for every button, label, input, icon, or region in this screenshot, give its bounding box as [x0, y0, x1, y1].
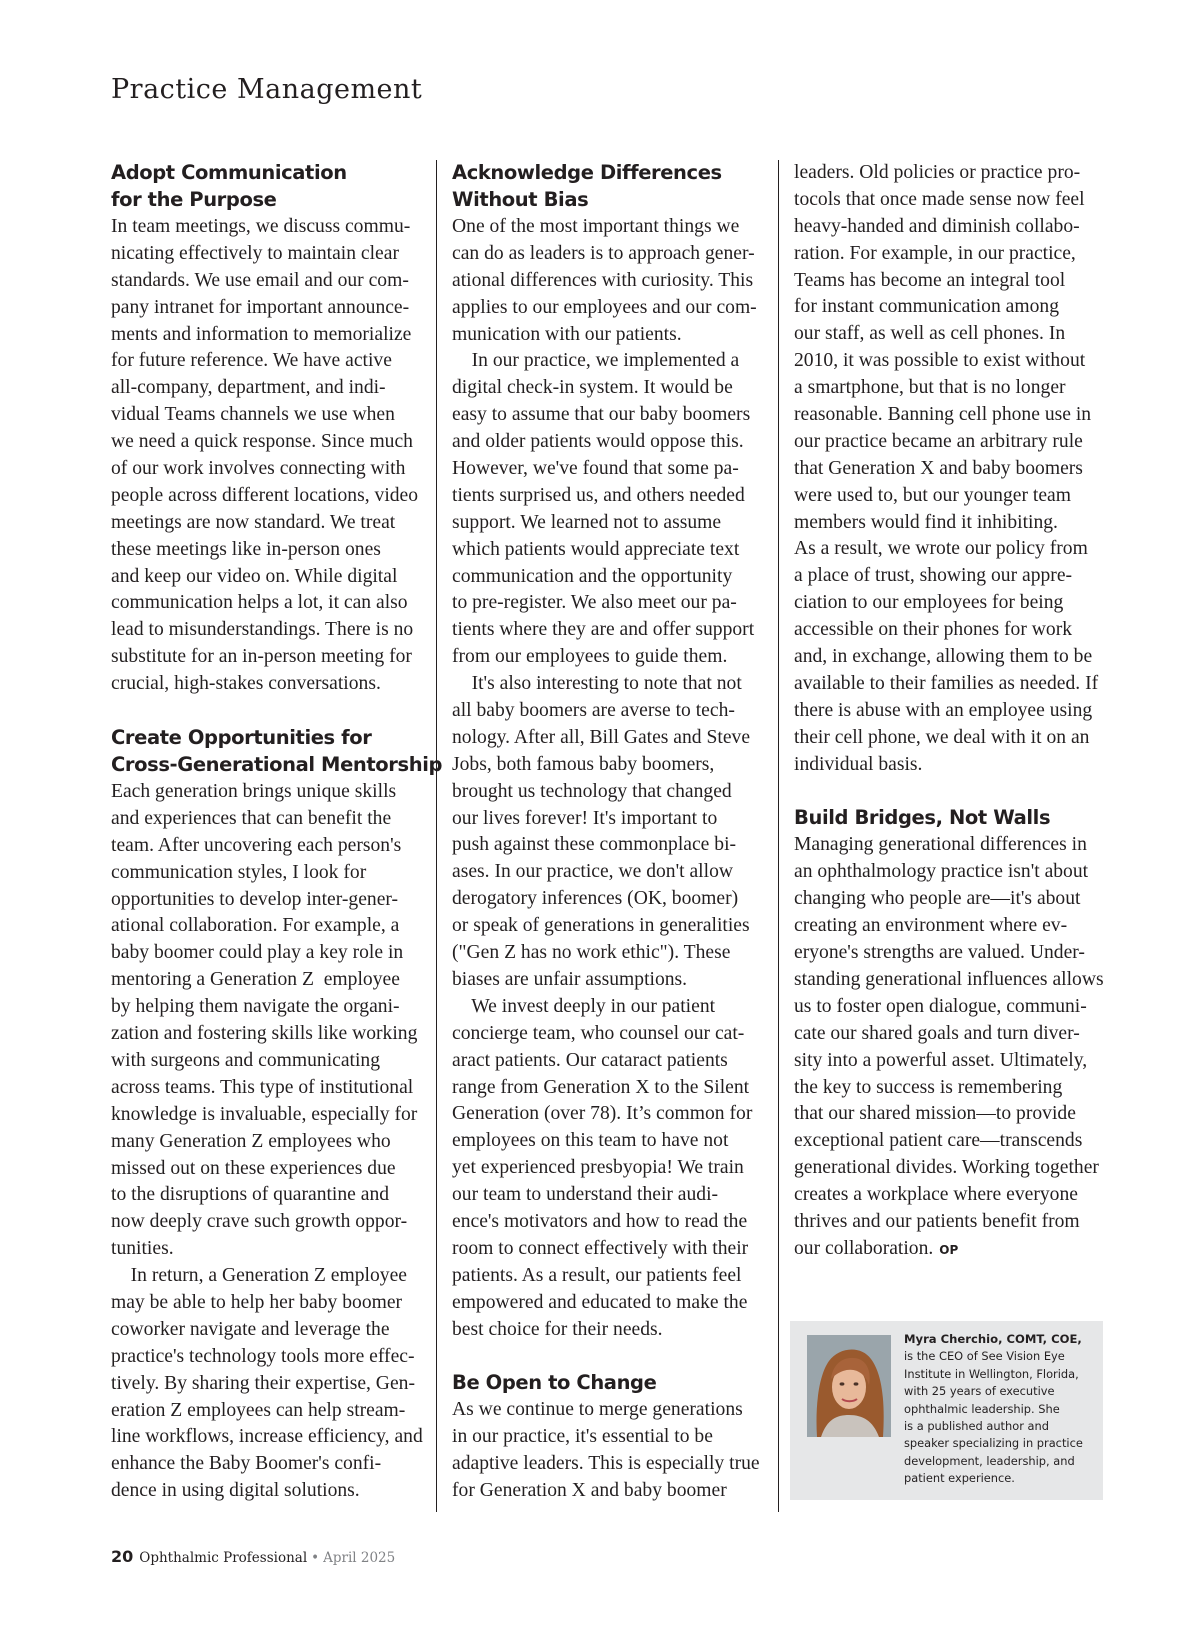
page-number: 20: [111, 1547, 134, 1566]
author-bio-box: [790, 1321, 1103, 1500]
body-text-line: In our practice, we implemented a: [452, 350, 740, 372]
body-text-line: applies to our employees and our com-: [452, 296, 757, 318]
body-text-line: lead to misunderstandings. There is no: [111, 619, 414, 641]
body-text-line: dence in using digital solutions.: [111, 1480, 360, 1502]
paragraph-gap: [111, 698, 427, 725]
body-text-line: eration Z employees can help stream-: [111, 1399, 406, 1421]
body-text-line: range from Generation X to the Silent: [452, 1076, 750, 1098]
body-text-line: can do as leaders is to approach gener-: [452, 242, 755, 264]
body-text-line: yet experienced presbyopia! We train: [452, 1157, 744, 1179]
body-text-line: sity into a powerful asset. Ultimately,: [794, 1049, 1088, 1071]
body-text-line: However, we've found that some pa-: [452, 458, 739, 480]
body-text-line: Managing generational differences in: [794, 834, 1087, 856]
body-text-line: which patients would appreciate text: [452, 538, 740, 560]
body-text-line: room to connect effectively with their: [452, 1237, 749, 1259]
body-text-line: eryone's strengths are valued. Under-: [794, 942, 1085, 964]
body-text-line: that Generation X and baby boomers: [794, 457, 1083, 479]
body-text-line: communication helps a lot, it can also: [111, 592, 408, 614]
body-text-line: cate our shared goals and turn diver-: [794, 1022, 1080, 1044]
body-text-line: standards. We use email and our com-: [111, 269, 409, 291]
body-text-line: As we continue to merge generations: [452, 1399, 743, 1421]
body-text-line: In team meetings, we discuss commu-: [111, 216, 411, 237]
section-heading: Acknowledge Differences: [452, 161, 722, 184]
body-text-line: there is abuse with an employee using: [794, 699, 1093, 721]
body-text-line: mentoring a Generation Z employee: [111, 969, 400, 991]
body-text-line: In return, a Generation Z employee: [111, 1265, 407, 1287]
body-text-line: available to their families as needed. If: [794, 672, 1099, 694]
article-column-2: [452, 160, 768, 1505]
body-text-line: ments and information to memorialize: [111, 323, 412, 345]
body-text-line: our team to understand their audi-: [452, 1184, 719, 1206]
body-text-line: ciation to our employees for being: [794, 592, 1064, 614]
body-text-line: Jobs, both famous baby boomers,: [452, 753, 715, 775]
page-footer: [111, 1547, 395, 1566]
body-text-line: exceptional patient care—transcends: [794, 1130, 1083, 1152]
body-text-line: brought us technology that changed: [452, 780, 732, 802]
author-bio-line: Institute in Wellington, Florida,: [904, 1366, 1079, 1381]
author-portrait-icon: [807, 1335, 891, 1437]
body-text-line: One of the most important things we: [452, 216, 740, 237]
body-text-line: ("Gen Z has no work ethic"). These: [452, 942, 731, 964]
body-text-line: tients where they are and offer support: [452, 619, 755, 641]
body-text-line: ational collaboration. For example, a: [111, 915, 400, 937]
end-mark: OP: [939, 1242, 959, 1257]
body-text-line: ence's motivators and how to read the: [452, 1210, 748, 1232]
body-text-line: we need a quick response. Since much: [111, 431, 413, 453]
body-text-line: people across different locations, video: [111, 484, 419, 506]
body-text-line: or speak of generations in generalities: [452, 915, 750, 937]
body-text-line: adaptive leaders. This is especially true: [452, 1453, 760, 1475]
author-bio-text: [904, 1331, 1099, 1488]
body-text-line: individual basis.: [794, 753, 923, 775]
author-bio-line: is a published author and: [904, 1418, 1049, 1433]
body-text-line: across teams. This type of institutional: [111, 1076, 414, 1098]
section-heading: Build Bridges, Not Walls: [794, 806, 1051, 830]
author-bio-line: speaker specializing in practice: [904, 1436, 1083, 1451]
publication-name: Ophthalmic Professional: [139, 1550, 308, 1566]
body-text-line: employees on this team to have not: [452, 1130, 729, 1152]
author-bio-line: ophthalmic leadership. She: [904, 1401, 1060, 1416]
footer-separator: •: [311, 1550, 320, 1566]
body-text-line: tunities.: [111, 1238, 174, 1260]
body-text-line: these meetings like in-person ones: [111, 538, 381, 560]
body-text-line: tocols that once made sense now feel: [794, 188, 1085, 210]
body-text-line: 2010, it was possible to exist without: [794, 350, 1086, 372]
column-divider: [436, 160, 437, 1512]
body-text-line: It's also interesting to note that not: [452, 673, 742, 695]
section-label: Practice Management: [111, 74, 423, 105]
body-text-line: concierge team, who counsel our cat-: [452, 1022, 745, 1044]
body-text-line: our staff, as well as cell phones. In: [794, 323, 1066, 345]
section-heading: Cross-Generational Mentorship: [111, 753, 443, 777]
body-text-line: ration. For example, in our practice,: [794, 242, 1076, 264]
body-text-line: nology. After all, Bill Gates and Steve: [452, 726, 751, 748]
body-text-line: We invest deeply in our patient: [452, 995, 716, 1017]
body-text-line: support. We learned not to assume: [452, 511, 722, 533]
body-text-line: patients. As a result, our patients feel: [452, 1264, 742, 1286]
body-text-line: changing who people are—it's about: [794, 888, 1081, 910]
column-divider: [778, 160, 779, 1512]
body-text-line: standing generational influences allows: [794, 968, 1104, 990]
section-heading: Adopt Communication: [111, 161, 347, 184]
body-text-line: all-company, department, and indi-: [111, 377, 386, 399]
body-text-line: all baby boomers are averse to tech-: [452, 700, 735, 722]
author-name: Myra Cherchio, COMT, COE,: [904, 1332, 1082, 1346]
body-text-line: munication with our patients.: [452, 323, 682, 345]
body-text-line: our collaboration. OP: [794, 1237, 959, 1259]
author-bio-line: is the CEO of See Vision Eye: [904, 1349, 1065, 1364]
body-text-line: by helping them navigate the organi-: [111, 996, 400, 1018]
body-text-line: line workflows, increase efficiency, and: [111, 1426, 423, 1448]
body-text-line: our lives forever! It's important to: [452, 807, 718, 829]
body-text-line: baby boomer could play a key role in: [111, 942, 404, 964]
body-text-line: and keep our video on. While digital: [111, 565, 398, 587]
body-text-line: reasonable. Banning cell phone use in: [794, 404, 1092, 426]
body-text-line: derogatory inferences (OK, boomer): [452, 888, 739, 910]
section-heading: Without Bias: [452, 188, 589, 211]
body-text-line: communication and the opportunity: [452, 565, 733, 587]
body-text-line: empowered and educated to make the: [452, 1291, 748, 1313]
body-text-line: our practice became an arbitrary rule: [794, 430, 1083, 452]
body-text-line: digital check-in system. It would be: [452, 377, 733, 399]
body-text-line: may be able to help her baby boomer: [111, 1291, 403, 1313]
body-text-line: Teams has become an integral tool: [794, 269, 1066, 291]
body-text-line: push against these commonplace bi-: [452, 834, 737, 856]
author-bio-line: with 25 years of executive: [904, 1384, 1055, 1399]
body-text-line: now deeply crave such growth oppor-: [111, 1211, 408, 1233]
body-text-line: for future reference. We have active: [111, 350, 392, 372]
body-text-line: of our work involves connecting with: [111, 458, 406, 480]
body-text-line: a place of trust, showing our appre-: [794, 565, 1073, 587]
body-text-line: ases. In our practice, we don't allow: [452, 861, 734, 883]
body-text-line: pany intranet for important announce-: [111, 296, 410, 318]
body-text-line: and experiences that can benefit the: [111, 807, 392, 829]
body-text-line: a smartphone, but that is no longer: [794, 377, 1066, 399]
body-text-line: and, in exchange, allowing them to be: [794, 646, 1093, 668]
body-text-line: enhance the Baby Boomer's confi-: [111, 1453, 382, 1475]
body-text-line: As a result, we wrote our policy from: [794, 538, 1088, 560]
section-heading: Create Opportunities for: [111, 726, 372, 750]
body-text-line: Generation (over 78). It’s common for: [452, 1103, 753, 1125]
body-text-line: coworker navigate and leverage the: [111, 1318, 390, 1340]
section-heading: Be Open to Change: [452, 1371, 657, 1395]
body-text-line: knowledge is invaluable, especially for: [111, 1103, 418, 1125]
body-text-line: practice's technology tools more effec-: [111, 1345, 415, 1367]
body-text-line: communication styles, I look for: [111, 861, 367, 883]
body-text-line: tients surprised us, and others needed: [452, 484, 745, 506]
body-text-line: easy to assume that our baby boomers: [452, 404, 751, 426]
body-text-line: many Generation Z employees who: [111, 1130, 391, 1152]
article-column-1: [111, 160, 443, 1505]
body-text-line: tively. By sharing their expertise, Gen-: [111, 1372, 415, 1394]
body-text-line: substitute for an in-person meeting for: [111, 646, 412, 668]
body-text-line: were used to, but our younger team: [794, 484, 1071, 506]
body-text-line: nicating effectively to maintain clear: [111, 242, 399, 264]
body-text-line: us to foster open dialogue, communi-: [794, 995, 1087, 1017]
author-bio-line: development, leadership, and: [904, 1453, 1075, 1468]
body-text-line: their cell phone, we deal with it on an: [794, 726, 1090, 748]
body-text-line: the key to success is remembering: [794, 1076, 1063, 1098]
body-text-line: biases are unfair assumptions.: [452, 968, 688, 990]
body-text-line: missed out on these experiences due: [111, 1157, 396, 1179]
body-text-line: thrives and our patients benefit from: [794, 1210, 1080, 1232]
article-column-3: [794, 160, 1110, 1263]
body-text-line: creates a workplace where everyone: [794, 1184, 1078, 1206]
body-text-line: to the disruptions of quarantine and: [111, 1184, 390, 1206]
body-text-line: aract patients. Our cataract patients: [452, 1049, 728, 1071]
paragraph-gap: [794, 778, 1110, 805]
author-photo: [807, 1335, 891, 1437]
body-text-line: for Generation X and baby boomer: [452, 1480, 727, 1502]
body-text-line: Each generation brings unique skills: [111, 781, 397, 803]
body-text-line: heavy-handed and diminish collabo-: [794, 215, 1080, 237]
body-text-line: team. After uncovering each person's: [111, 834, 402, 856]
body-text-line: generational divides. Working together: [794, 1157, 1099, 1179]
body-text-line: meetings are now standard. We treat: [111, 511, 396, 533]
body-text-line: ational differences with curiosity. This: [452, 269, 754, 291]
paragraph-gap: [452, 1343, 768, 1370]
body-text-line: zation and fostering skills like working: [111, 1023, 418, 1045]
body-text-line: leaders. Old policies or practice pro-: [794, 162, 1081, 183]
body-text-line: for instant communication among: [794, 296, 1060, 318]
section-heading: for the Purpose: [111, 188, 277, 211]
author-bio-line: patient experience.: [904, 1471, 1015, 1486]
body-text-line: and older patients would oppose this.: [452, 431, 744, 453]
body-text-line: in our practice, it's essential to be: [452, 1426, 713, 1448]
body-text-line: opportunities to develop inter-gener-: [111, 888, 399, 910]
body-text-line: creating an environment where ev-: [794, 915, 1068, 937]
body-text-line: vidual Teams channels we use when: [111, 404, 395, 426]
body-text-line: that our shared mission—to provide: [794, 1103, 1076, 1125]
body-text-line: accessible on their phones for work: [794, 619, 1073, 641]
body-text-line: members would find it inhibiting.: [794, 511, 1058, 533]
body-text-line: crucial, high-stakes conversations.: [111, 673, 381, 695]
body-text-line: an ophthalmology practice isn't about: [794, 861, 1089, 883]
body-text-line: from our employees to guide them.: [452, 646, 728, 668]
body-text-line: to pre-register. We also meet our pa-: [452, 592, 737, 614]
body-text-line: best choice for their needs.: [452, 1318, 663, 1340]
body-text-line: with surgeons and communicating: [111, 1049, 381, 1071]
publication-date: April 2025: [323, 1550, 396, 1566]
